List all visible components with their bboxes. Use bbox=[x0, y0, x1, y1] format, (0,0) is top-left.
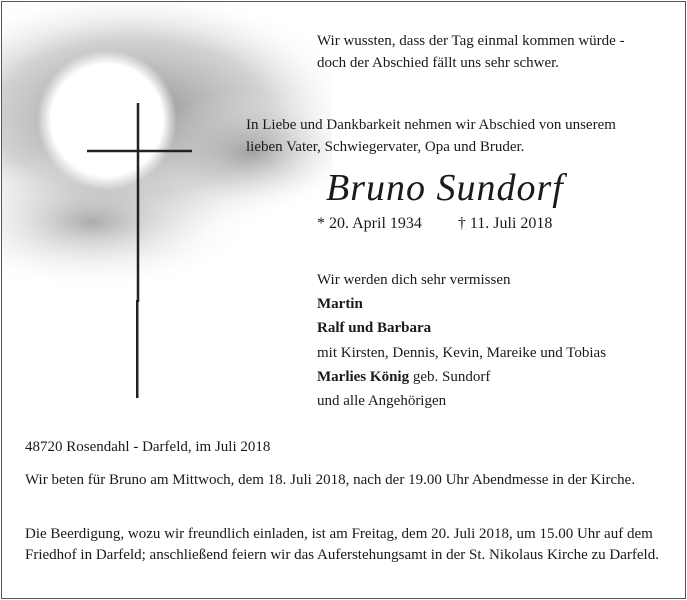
place-and-date: 48720 Rosendahl - Darfeld, im Juli 2018 bbox=[25, 439, 271, 455]
mourners-list bbox=[317, 268, 606, 413]
intro-line-2: lieben Vater, Schwiegervater, Opa und Bruder. bbox=[246, 139, 525, 155]
funeral-notice: Die Beerdigung, wozu wir freundlich einladen, ist am Freitag, dem 20. Juli 2018, um 15.00 Uhr auf dem Friedhof in Darfeld; anschließend feiern wir das Auferstehungsamt in der St. Nikolaus Kirche zu Darfeld. bbox=[25, 526, 659, 563]
moon bbox=[37, 50, 177, 190]
quote-line-2: doch der Abschied fällt uns sehr schwer. bbox=[317, 55, 560, 71]
mourners-lead: Wir werden dich sehr vermissen bbox=[317, 272, 511, 288]
deceased-name: Bruno Sundorf bbox=[326, 167, 564, 209]
death-date: † 11. Juli 2018 bbox=[457, 215, 553, 232]
mourner-line: Marlies König geb. Sundorf bbox=[317, 368, 491, 385]
life-dates bbox=[317, 213, 552, 235]
mourner-line: Ralf und Barbara bbox=[317, 320, 432, 337]
quote-line-1: Wir wussten, dass der Tag einmal kommen würde - bbox=[317, 33, 625, 49]
prayer-notice: Wir beten für Bruno am Mittwoch, dem 18. Juli 2018, nach der 19.00 Uhr Abendmesse in der Kirche. bbox=[25, 472, 636, 488]
cross-vertical-lower bbox=[136, 300, 140, 400]
mourner-line: und alle Angehörigen bbox=[317, 393, 447, 410]
intro-line-1: In Liebe und Dankbarkeit nehmen wir Abschied von unserem bbox=[246, 117, 616, 133]
farewell-intro bbox=[246, 114, 616, 158]
opening-quote bbox=[317, 30, 625, 74]
birth-date: * 20. April 1934 bbox=[317, 215, 422, 232]
mourner-line: Martin bbox=[317, 296, 363, 313]
mourner-line: mit Kirsten, Dennis, Kevin, Mareike und Tobias bbox=[317, 344, 607, 361]
